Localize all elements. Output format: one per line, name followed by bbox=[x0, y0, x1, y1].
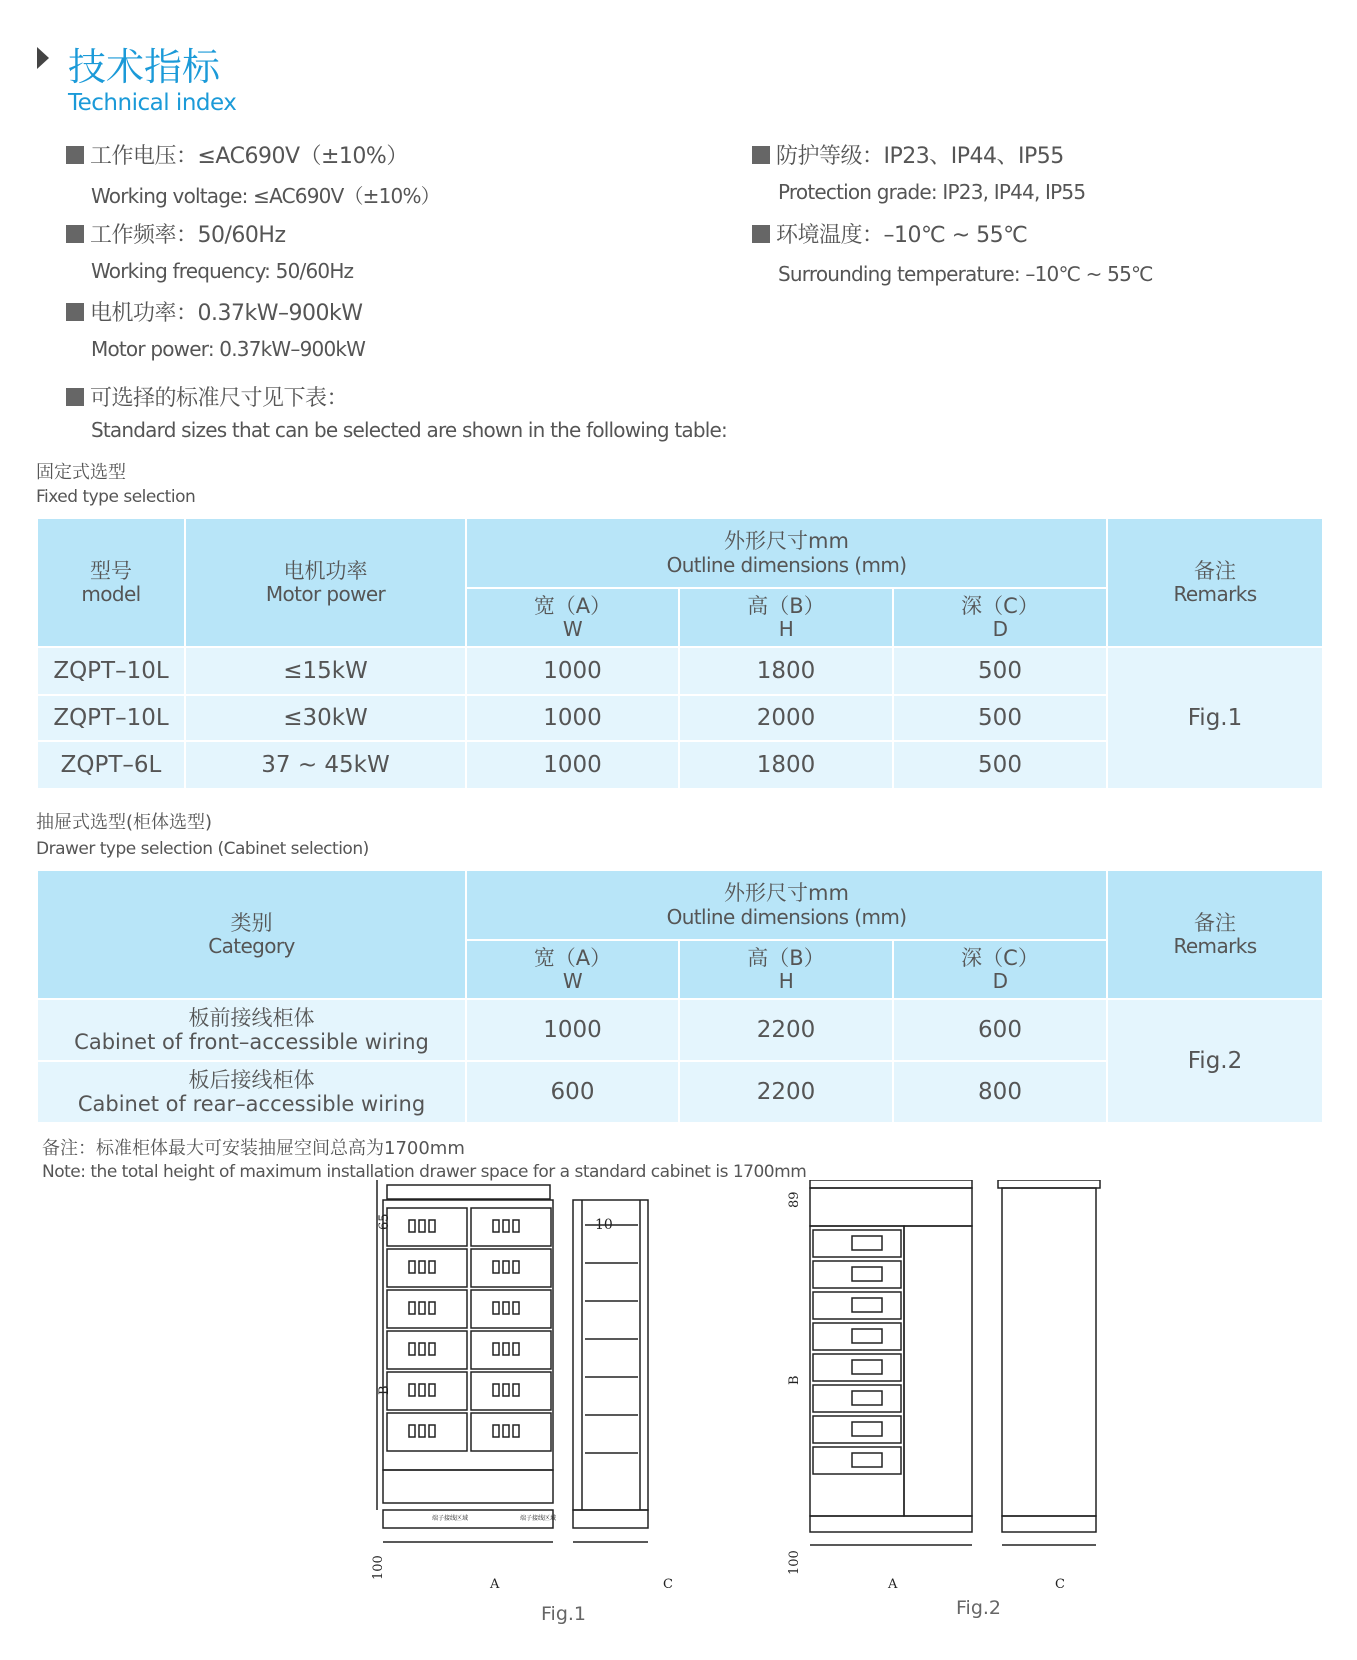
header-remarks: 备注 Remarks bbox=[1107, 518, 1323, 647]
spec-frequency-cn: 工作频率：50/60Hz bbox=[66, 218, 286, 249]
dim-height-label: B bbox=[377, 1385, 392, 1395]
cell-depth: 500 bbox=[893, 695, 1107, 741]
indicator-lamp bbox=[429, 1384, 435, 1396]
cabinet-top-cover bbox=[810, 1180, 972, 1188]
dim-depth-label: C bbox=[1055, 1577, 1065, 1592]
page-subtitle: Technical index bbox=[68, 90, 237, 116]
drawer-meter bbox=[852, 1422, 882, 1436]
drawer-unit bbox=[471, 1413, 551, 1451]
cell-depth: 800 bbox=[893, 1061, 1107, 1123]
drawer-unit bbox=[813, 1447, 901, 1474]
drawer-unit bbox=[813, 1230, 901, 1257]
indicator-lamp bbox=[513, 1261, 519, 1273]
section-arrow-icon bbox=[37, 47, 49, 69]
cell-width: 1000 bbox=[466, 647, 679, 695]
drawer-unit bbox=[387, 1290, 467, 1328]
indicator-lamp bbox=[409, 1343, 415, 1355]
drawer-caption-en: Drawer type selection (Cabinet selection) bbox=[36, 839, 369, 859]
table-row bbox=[37, 999, 1323, 1061]
header-outline-dimensions: 外形尺寸mm Outline dimensions (mm) bbox=[466, 518, 1107, 588]
dim-base-label: 100 bbox=[371, 1555, 386, 1580]
dim-base-label: 100 bbox=[787, 1550, 802, 1575]
bullet-square-icon bbox=[752, 225, 770, 243]
indicator-lamp bbox=[503, 1220, 509, 1232]
drawer-unit bbox=[471, 1290, 551, 1328]
indicator-lamp bbox=[409, 1425, 415, 1437]
drawer-unit bbox=[813, 1385, 901, 1412]
cell-remark: Fig.1 bbox=[1107, 647, 1323, 789]
header-remarks: 备注 Remarks bbox=[1107, 870, 1323, 999]
drawer-meter bbox=[852, 1453, 882, 1467]
cell-depth: 500 bbox=[893, 741, 1107, 789]
cell-width: 600 bbox=[466, 1061, 679, 1123]
cell-height: 2000 bbox=[679, 695, 893, 741]
fig2-caption: Fig.2 bbox=[956, 1597, 1002, 1619]
drawer-meter bbox=[852, 1236, 882, 1250]
indicator-lamp bbox=[493, 1343, 499, 1355]
indicator-lamp bbox=[493, 1261, 499, 1273]
fixed-caption-cn: 固定式选型 bbox=[36, 462, 126, 483]
dim-top-label: 89 bbox=[787, 1191, 802, 1208]
page-title: 技术指标 bbox=[68, 45, 221, 89]
spec-sizes-cn: 可选择的标准尺寸见下表： bbox=[66, 381, 348, 412]
drawer-meter bbox=[852, 1391, 882, 1405]
cabinet-top bbox=[387, 1185, 550, 1199]
indicator-lamp bbox=[493, 1220, 499, 1232]
cell-depth: 500 bbox=[893, 647, 1107, 695]
drawer-type-table bbox=[36, 869, 1324, 1124]
dim-width-label: A bbox=[888, 1577, 898, 1592]
drawer-unit bbox=[471, 1331, 551, 1369]
indicator-lamp bbox=[419, 1425, 425, 1437]
indicator-lamp bbox=[429, 1220, 435, 1232]
indicator-lamp bbox=[513, 1425, 519, 1437]
drawer-unit bbox=[387, 1249, 467, 1287]
indicator-lamp bbox=[513, 1302, 519, 1314]
indicator-lamp bbox=[429, 1302, 435, 1314]
indicator-lamp bbox=[503, 1384, 509, 1396]
spec-power-cn: 电机功率：0.37kW–900kW bbox=[66, 296, 362, 327]
bullet-square-icon bbox=[752, 146, 770, 164]
spec-temperature-en: Surrounding temperature: –10℃ ~ 55℃ bbox=[778, 262, 1153, 286]
drawer-unit bbox=[471, 1208, 551, 1246]
side-base bbox=[1002, 1516, 1096, 1532]
spec-power-en: Motor power: 0.37kW–900kW bbox=[91, 337, 366, 361]
spec-protection-cn: 防护等级：IP23、IP44、IP55 bbox=[752, 139, 1064, 170]
side-base bbox=[573, 1510, 648, 1528]
spec-voltage-cn: 工作电压：≤AC690V（±10%） bbox=[66, 139, 408, 170]
drawer-meter bbox=[852, 1298, 882, 1312]
spec-sizes-en: Standard sizes that can be selected are shown in the following table: bbox=[91, 418, 727, 442]
spec-frequency-en: Working frequency: 50/60Hz bbox=[91, 259, 354, 283]
fig1-drawing bbox=[360, 1180, 740, 1640]
indicator-lamp bbox=[493, 1425, 499, 1437]
header-category: 类别 Category bbox=[37, 870, 466, 999]
header-outline-dimensions: 外形尺寸mm Outline dimensions (mm) bbox=[466, 870, 1107, 940]
indicator-lamp bbox=[429, 1425, 435, 1437]
table-row bbox=[37, 647, 1323, 695]
indicator-lamp bbox=[493, 1302, 499, 1314]
drawer-unit bbox=[387, 1372, 467, 1410]
drawer-unit bbox=[813, 1416, 901, 1443]
drawer-unit bbox=[387, 1208, 467, 1246]
header-width: 宽（A） W bbox=[466, 588, 679, 647]
indicator-lamp bbox=[503, 1425, 509, 1437]
top-compartment bbox=[810, 1188, 972, 1226]
spec-voltage-en: Working voltage: ≤AC690V（±10%） bbox=[91, 184, 440, 208]
note-en: Note: the total height of maximum installation drawer space for a standard cabinet is 1700mm bbox=[42, 1162, 807, 1182]
bullet-square-icon bbox=[66, 303, 84, 321]
dim-side-label: 10 bbox=[595, 1217, 613, 1233]
drawer-unit bbox=[471, 1372, 551, 1410]
header-depth: 深（C） D bbox=[893, 940, 1107, 999]
cell-model: ZQPT–10L bbox=[37, 647, 185, 695]
cell-model: ZQPT–6L bbox=[37, 741, 185, 789]
drawer-unit bbox=[813, 1354, 901, 1381]
indicator-lamp bbox=[419, 1384, 425, 1396]
indicator-lamp bbox=[513, 1343, 519, 1355]
dim-depth-label: C bbox=[663, 1577, 673, 1592]
cell-height: 2200 bbox=[679, 1061, 893, 1123]
header-depth: 深（C） D bbox=[893, 588, 1107, 647]
cell-width: 1000 bbox=[466, 695, 679, 741]
cabinet-side-view bbox=[1002, 1188, 1096, 1516]
note-cn: 备注：标准柜体最大可安装抽屉空间总高为1700mm bbox=[42, 1138, 465, 1159]
indicator-lamp bbox=[513, 1220, 519, 1232]
dim-width-label: A bbox=[490, 1577, 500, 1592]
cell-remark: Fig.2 bbox=[1107, 999, 1323, 1123]
cell-power: 37 ~ 45kW bbox=[185, 741, 466, 789]
drawer-unit bbox=[387, 1331, 467, 1369]
indicator-lamp bbox=[503, 1261, 509, 1273]
drawer-unit bbox=[813, 1261, 901, 1288]
indicator-lamp bbox=[513, 1384, 519, 1396]
cell-height: 1800 bbox=[679, 741, 893, 789]
drawer-unit bbox=[813, 1292, 901, 1319]
cell-height: 1800 bbox=[679, 647, 893, 695]
indicator-lamp bbox=[409, 1220, 415, 1232]
spec-protection-en: Protection grade: IP23, IP44, IP55 bbox=[778, 180, 1086, 204]
drawer-caption-cn: 抽屉式选型(柜体选型) bbox=[36, 812, 213, 833]
drawer-column bbox=[810, 1226, 904, 1516]
fig2-drawing bbox=[780, 1180, 1140, 1620]
bullet-square-icon bbox=[66, 146, 84, 164]
header-motor-power: 电机功率 Motor power bbox=[185, 518, 466, 647]
cabinet-side-view bbox=[573, 1200, 648, 1510]
cell-power: ≤15kW bbox=[185, 647, 466, 695]
cell-model: ZQPT–10L bbox=[37, 695, 185, 741]
header-height: 高（B） H bbox=[679, 940, 893, 999]
header-model: 型号 model bbox=[37, 518, 185, 647]
drawer-meter bbox=[852, 1267, 882, 1281]
indicator-lamp bbox=[419, 1343, 425, 1355]
drawer-unit bbox=[813, 1323, 901, 1350]
indicator-lamp bbox=[503, 1302, 509, 1314]
side-top-cover bbox=[998, 1180, 1100, 1188]
indicator-lamp bbox=[429, 1343, 435, 1355]
cell-depth: 600 bbox=[893, 999, 1107, 1061]
indicator-lamp bbox=[419, 1261, 425, 1273]
indicator-lamp bbox=[429, 1261, 435, 1273]
indicator-lamp bbox=[419, 1220, 425, 1232]
dim-height-label: B bbox=[787, 1375, 802, 1385]
terminal-area-label: 端子接线区域 bbox=[520, 1515, 557, 1522]
drawer-meter bbox=[852, 1360, 882, 1374]
fixed-type-table bbox=[36, 517, 1324, 790]
bullet-square-icon bbox=[66, 388, 84, 406]
dim-top-label: 65 bbox=[377, 1213, 392, 1230]
cell-width: 1000 bbox=[466, 741, 679, 789]
header-width: 宽（A） W bbox=[466, 940, 679, 999]
cabinet-bottom-compartment bbox=[383, 1470, 553, 1503]
terminal-area-label: 端子接线区域 bbox=[432, 1515, 469, 1522]
indicator-lamp bbox=[503, 1343, 509, 1355]
cell-category: 板后接线柜体 Cabinet of rear–accessible wiring bbox=[37, 1061, 466, 1123]
bullet-square-icon bbox=[66, 225, 84, 243]
header-height: 高（B） H bbox=[679, 588, 893, 647]
cell-height: 2200 bbox=[679, 999, 893, 1061]
drawer-unit bbox=[387, 1413, 467, 1451]
indicator-lamp bbox=[409, 1302, 415, 1314]
cell-width: 1000 bbox=[466, 999, 679, 1061]
side-door bbox=[904, 1226, 972, 1516]
indicator-lamp bbox=[493, 1384, 499, 1396]
indicator-lamp bbox=[409, 1261, 415, 1273]
fixed-caption-en: Fixed type selection bbox=[36, 487, 196, 507]
cabinet-base bbox=[810, 1516, 972, 1532]
indicator-lamp bbox=[419, 1302, 425, 1314]
cell-power: ≤30kW bbox=[185, 695, 466, 741]
drawer-unit bbox=[471, 1249, 551, 1287]
cell-category: 板前接线柜体 Cabinet of front–accessible wiring bbox=[37, 999, 466, 1061]
fig1-caption: Fig.1 bbox=[541, 1603, 587, 1625]
spec-temperature-cn: 环境温度：–10℃ ~ 55℃ bbox=[752, 218, 1027, 249]
drawer-meter bbox=[852, 1329, 882, 1343]
indicator-lamp bbox=[409, 1384, 415, 1396]
